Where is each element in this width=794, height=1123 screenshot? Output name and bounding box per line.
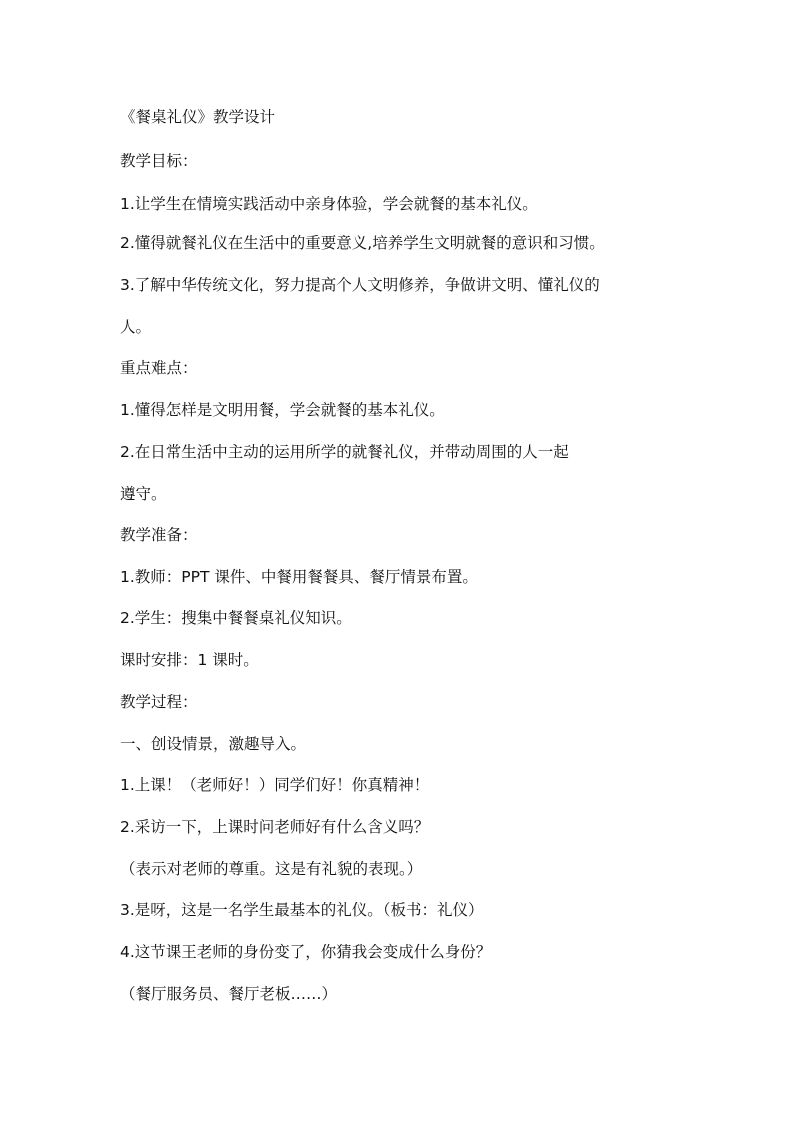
text-line: 课时安排：1 课时。: [120, 651, 259, 669]
text-line: 遵守。: [120, 485, 167, 503]
text-line: （餐厅服务员、餐厅老板……）: [120, 985, 338, 1003]
text-line: （表示对老师的尊重。这是有礼貌的表现。）: [120, 860, 423, 878]
text-line: 2.懂得就餐礼仪在生活中的重要意义,培养学生文明就餐的意识和习惯。: [120, 234, 605, 252]
section-heading-process: 教学过程：: [120, 693, 198, 711]
section-heading-key-points: 重点难点：: [120, 359, 198, 377]
document-title: 《餐桌礼仪》教学设计: [120, 108, 276, 126]
text-line: 2.在日常生活中主动的运用所学的就餐礼仪，并带动周围的人一起: [120, 443, 569, 461]
text-line: 1.教师：PPT 课件、中餐用餐餐具、餐厅情景布置。: [120, 568, 478, 586]
text-line: 4.这节课王老师的身份变了，你猜我会变成什么身份？: [120, 943, 492, 961]
text-line: 2.学生：搜集中餐餐桌礼仪知识。: [120, 609, 352, 627]
text-line: 3.是呀，这是一名学生最基本的礼仪。（板书：礼仪）: [120, 901, 484, 919]
text-line: 人。: [120, 318, 152, 336]
text-line: 1.上课！（老师好！）同学们好！你真精神！: [120, 776, 430, 794]
text-line: 一、创设情景，激趣导入。: [120, 735, 307, 753]
text-line: 1.懂得怎样是文明用餐，学会就餐的基本礼仪。: [120, 401, 445, 419]
text-line: 2.采访一下，上课时问老师好有什么含义吗？: [120, 818, 430, 836]
section-heading-preparation: 教学准备：: [120, 526, 198, 544]
text-line: 1.让学生在情境实践活动中亲身体验，学会就餐的基本礼仪。: [120, 195, 538, 213]
section-heading-objectives: 教学目标：: [120, 152, 198, 170]
text-line: 3.了解中华传统文化，努力提高个人文明修养，争做讲文明、懂礼仪的: [120, 276, 600, 294]
